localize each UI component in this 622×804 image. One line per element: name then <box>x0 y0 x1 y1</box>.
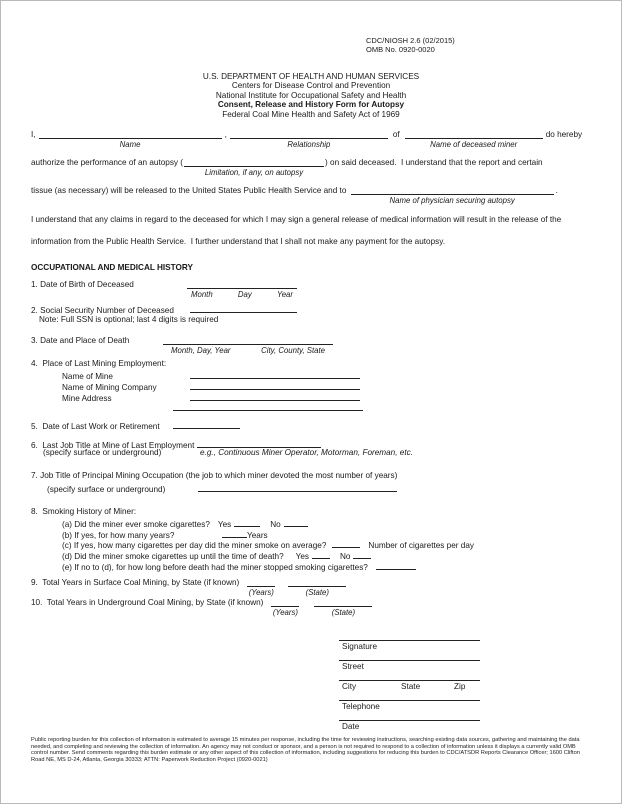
q6-subrow <box>43 448 413 458</box>
ssn-note <box>39 315 218 325</box>
q9-state-field <box>288 578 346 597</box>
q4-company-row <box>62 381 360 393</box>
deceased-name-label: Name of deceased miner <box>430 140 518 149</box>
death-blank[interactable] <box>163 336 333 345</box>
deceased-name-field <box>405 130 543 149</box>
q8c-suffix: Number of cigarettes per day <box>368 541 474 550</box>
q9-label: 9. Total Years in Surface Coal Mining, by State (if known) <box>31 578 240 587</box>
consent-line-3 <box>31 186 558 205</box>
street-label: Street <box>342 662 364 671</box>
q7-specify-label: (specify surface or underground) <box>47 485 166 494</box>
telephone-label: Telephone <box>342 702 380 711</box>
limitation-blank[interactable] <box>184 158 324 167</box>
q4-mine-row <box>62 370 360 382</box>
death-place-label: City, County, State <box>261 346 325 355</box>
q8a-row <box>62 518 308 530</box>
q10-years-blank[interactable] <box>271 598 299 607</box>
of-word: of <box>392 130 400 139</box>
form-title: Consent, Release and History Form for Autopsy <box>217 100 405 110</box>
consent-line-2 <box>31 158 543 177</box>
question-4 <box>31 359 166 369</box>
q8a-yes-blank[interactable] <box>234 518 260 527</box>
question-2 <box>31 304 297 316</box>
q2-label: 2. Social Security Number of Deceased <box>31 306 174 315</box>
limitation-label: Limitation, if any, on autopsy <box>204 168 304 177</box>
i-prefix: I, <box>31 130 36 139</box>
date-label: Date <box>342 722 360 731</box>
death-field <box>163 336 333 355</box>
city-state-zip-blank[interactable] <box>339 672 480 681</box>
q9-state-blank[interactable] <box>288 578 346 587</box>
form-header <box>0 72 622 119</box>
header-agency: Centers for Disease Control and Prevention <box>231 81 391 91</box>
comma-separator: , <box>224 130 227 139</box>
q5-label: 5. Date of Last Work or Retirement <box>31 422 160 431</box>
q8e-duration-blank[interactable] <box>376 561 416 570</box>
question-8 <box>31 507 136 517</box>
q7-subrow <box>47 483 397 495</box>
footer-line-1: Public reporting burden for this collection of information is estimated to average 15 minutes per response, including the time for reviewing instructions, searching existing data sources, gathering and maintaining the data <box>31 737 580 743</box>
physician-field <box>351 186 554 205</box>
city-state-zip-labels <box>339 681 480 692</box>
q4-address-row-2 <box>173 402 363 414</box>
limitation-field <box>184 158 324 177</box>
q7-label: 7. Job Title of Principal Mining Occupation (the job to which miner devoted the most number of years) <box>31 471 398 480</box>
day-label: Day <box>237 290 252 299</box>
question-3 <box>31 336 333 355</box>
q6-label: 6. Last Job Title at Mine of Last Employment <box>31 441 197 450</box>
year-label: Year <box>276 290 293 299</box>
q8e-label: (e) If no to (d), for how long before death had the miner stopped smoking cigarettes? <box>62 563 368 572</box>
q1-label: 1. Date of Birth of Deceased <box>31 280 134 289</box>
header-institute: National Institute for Occupational Safety and Health <box>215 90 407 100</box>
claims-text-1: I understand that any claims in regard to the deceased for which I may sign a general release of medical information will result in the release of the <box>31 215 562 224</box>
mine-address-label: Mine Address <box>62 394 112 403</box>
question-7 <box>31 471 397 481</box>
claims-text-2: information from the Public Health Service. I further understand that I shall not make any payment for the autopsy. <box>31 237 445 246</box>
signature-label: Signature <box>342 642 378 651</box>
q9-state-label: (State) <box>305 588 329 597</box>
question-5 <box>31 420 240 432</box>
form-version: CDC/NIOSH 2.6 (02/2015) <box>366 36 455 45</box>
relationship-blank[interactable] <box>230 130 388 139</box>
q8d-no-label: No <box>340 552 351 561</box>
q8a-no-blank[interactable] <box>284 518 308 527</box>
q4-label: 4. Place of Last Mining Employment: <box>31 359 167 368</box>
q8b-years-blank[interactable] <box>222 529 247 538</box>
telephone-blank[interactable] <box>339 692 480 701</box>
name-field <box>39 130 222 149</box>
dob-blank[interactable] <box>187 280 297 289</box>
q8a-yes-label: Yes <box>217 520 232 529</box>
mine-name-label: Name of Mine <box>62 372 113 381</box>
q10-years-label: (Years) <box>272 608 298 617</box>
sentence-period: . <box>555 186 558 195</box>
signature-block <box>339 632 480 732</box>
authorize-text: authorize the performance of an autopsy ( <box>31 158 184 167</box>
mining-company-label: Name of Mining Company <box>62 383 157 392</box>
city-label: City <box>342 682 357 691</box>
paperwork-reduction-notice <box>31 737 595 763</box>
mine-address-blank-2[interactable] <box>173 402 363 411</box>
q8-label: 8. Smoking History of Miner: <box>31 507 137 516</box>
street-blank[interactable] <box>339 652 480 661</box>
question-10 <box>31 598 375 617</box>
ssn-note-text: Note: Full SSN is optional; last 4 digits is required <box>39 315 219 324</box>
date-blank[interactable] <box>339 712 480 721</box>
q10-years-field <box>271 598 299 617</box>
form-meta <box>366 36 455 54</box>
tissue-text: tissue (as necessary) will be released to the United States Public Health Service and to <box>31 186 349 195</box>
claims-paragraph-line-1 <box>31 215 561 225</box>
q3-label: 3. Date and Place of Death <box>31 336 130 345</box>
name-label: Name <box>119 140 141 149</box>
do-hereby-text: do hereby <box>545 130 583 139</box>
footer-line-2: needed, and completing and reviewing the collection of information. An agency may not conduct or sponsor, and a person is not required to respond to a collection of information unless it displays a currently valid OMB <box>31 743 576 750</box>
q8a-label: (a) Did the miner ever smoke cigarettes? <box>62 520 210 529</box>
month-label: Month <box>191 290 213 299</box>
q8d-row <box>62 550 371 562</box>
death-sublabels <box>163 345 333 355</box>
q10-state-blank[interactable] <box>314 598 372 607</box>
question-1 <box>31 280 297 299</box>
q10-label: 10. Total Years in Underground Coal Mining, by State (if known) <box>31 598 264 607</box>
physician-label: Name of physician securing autopsy <box>389 196 515 205</box>
deceased-name-blank[interactable] <box>405 130 543 139</box>
name-blank[interactable] <box>39 130 222 139</box>
header-act: Federal Coal Mine Health and Safety Act of 1969 <box>222 109 400 119</box>
relationship-label: Relationship <box>287 140 331 149</box>
dob-sublabels <box>187 289 297 299</box>
q8c-label: (c) If yes, how many cigarettes per day did the miner smoke on average? <box>62 541 327 550</box>
q10-state-label: (State) <box>331 608 356 617</box>
q6-example-text: e.g., Continuous Miner Operator, Motorman, Foreman, etc. <box>200 448 413 457</box>
question-9 <box>31 578 349 597</box>
relationship-field <box>230 130 388 149</box>
header-department: U.S. DEPARTMENT OF HEALTH AND HUMAN SERVICES <box>202 72 420 81</box>
q8a-no-label: No <box>270 520 281 529</box>
principal-occupation-blank[interactable] <box>198 483 397 492</box>
q8d-yes-label: Yes <box>295 552 309 561</box>
last-work-date-blank[interactable] <box>173 420 240 429</box>
death-date-label: Month, Day, Year <box>171 346 231 355</box>
section-title-text: OCCUPATIONAL AND MEDICAL HISTORY <box>31 263 193 272</box>
q8c-count-blank[interactable] <box>332 539 360 548</box>
state-label: State <box>401 682 421 691</box>
omb-number: OMB No. 0920-0020 <box>366 45 435 54</box>
q8d-label: (d) Did the miner smoke cigarettes up until the time of death? <box>62 552 284 561</box>
q8d-yes-blank[interactable] <box>312 550 330 559</box>
q9-years-label: (Years) <box>248 588 274 597</box>
mine-name-blank[interactable] <box>190 370 360 379</box>
mining-company-blank[interactable] <box>190 381 360 390</box>
ssn-blank[interactable] <box>190 304 297 313</box>
q10-state-field <box>314 598 372 617</box>
claims-paragraph-line-2 <box>31 237 445 247</box>
mine-address-blank-1[interactable] <box>190 392 360 401</box>
q9-years-field <box>247 578 275 597</box>
consent-line-1 <box>31 130 582 149</box>
q8b-years-suffix: Years <box>247 531 268 540</box>
q6-specify-label: (specify surface or underground) <box>43 448 162 457</box>
section-title <box>31 263 193 273</box>
physician-blank[interactable] <box>351 186 554 195</box>
authorize-suffix-text: ) on said deceased. I understand that the report and certain <box>325 158 543 167</box>
q9-years-blank[interactable] <box>247 578 275 587</box>
dob-field <box>187 280 297 299</box>
q8b-label: (b) If yes, for how many years? <box>62 531 175 540</box>
zip-label: Zip <box>454 682 466 691</box>
q8d-no-blank[interactable] <box>353 550 371 559</box>
q8c-row <box>62 539 474 551</box>
last-job-title-blank[interactable] <box>197 439 321 448</box>
q8e-row <box>62 561 416 573</box>
signature-blank[interactable] <box>339 632 480 641</box>
footer-line-3: control number. Send comments regarding this burden estimate or any other aspect of this collection of information, including suggestions for reducing this burden to CDC/ATSDR Reports Clearance Officer; 1600 Clifton <box>31 750 580 757</box>
footer-line-4: Road NE, MS D-24, Atlanta, Georgia 30333; ATTN: Paperwork Reduction Project (0920-0021) <box>31 756 268 763</box>
